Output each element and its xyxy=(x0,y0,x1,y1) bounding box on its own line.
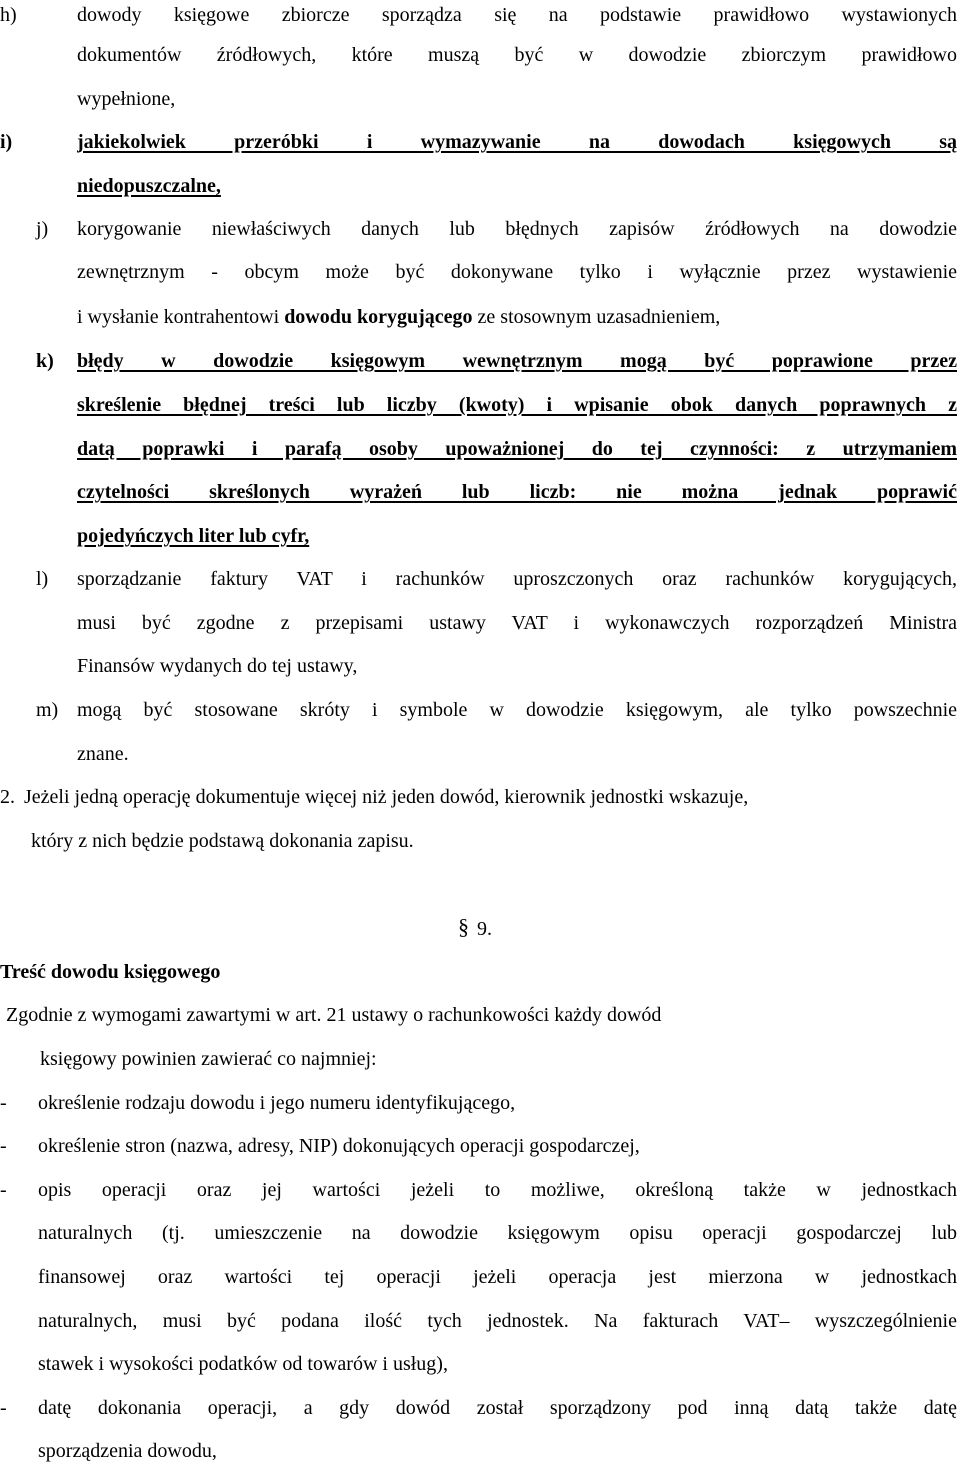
item-j-line-3-after: ze stosownym uzasadnieniem, xyxy=(477,306,721,328)
item-m-line-1: mogą być stosowane skróty i symbole w dowodzie księgowym, ale tylko powszechnie xyxy=(77,699,957,721)
bullet-4-line-1: datę dokonania operacji, a gdy dowód został sporządzony pod inną datą także datę xyxy=(38,1397,957,1419)
bullet-3-line-2: naturalnych (tj. umieszczenie na dowodzie księgowym opisu operacji gospodarczej lub xyxy=(38,1222,957,1244)
item-marker-k: k) xyxy=(36,350,54,372)
point-2-line-2: który z nich będzie podstawą dokonania zapisu. xyxy=(31,830,414,852)
section-number: 9. xyxy=(477,918,492,940)
section-intro-line-1: Zgodnie z wymogami zawartymi w art. 21 ustawy o rachunkowości każdy dowód xyxy=(6,1004,662,1026)
item-m-line-2: znane. xyxy=(77,743,129,765)
item-k-line-3: datą poprawki i parafą osoby upoważnionej do tej czynności: z utrzymaniem xyxy=(77,438,957,460)
item-h-line-1: dowody księgowe zbiorcze sporządza się na podstawie prawidłowo wystawionych xyxy=(77,4,957,26)
item-i-line-2: niedopuszczalne, xyxy=(77,175,221,197)
point-2-marker: 2. xyxy=(0,786,15,808)
bullet-2-line-1: określenie stron (nazwa, adresy, NIP) dokonujących operacji gospodarczej, xyxy=(38,1135,640,1157)
bullet-3-line-4: naturalnych, musi być podana ilość tych jednostek. Na fakturach VAT– wyszczególnienie xyxy=(38,1310,957,1332)
item-marker-h: h) xyxy=(0,4,17,26)
item-h-line-2: dokumentów źródłowych, które muszą być w dowodzie zbiorczym prawidłowo xyxy=(77,44,957,66)
bullet-3-line-3: finansowej oraz wartości tej operacji jeżeli operacja jest mierzona w jednostkach xyxy=(38,1266,957,1288)
corrective-document-term: dowodu korygującego xyxy=(284,306,473,328)
bullet-dash-2: - xyxy=(0,1135,7,1157)
item-i-line-1: jakiekolwiek przeróbki i wymazywanie na dowodach księgowych są xyxy=(77,131,957,153)
bullet-3-line-1: opis operacji oraz jej wartości jeżeli to możliwe, określoną także w jednostkach xyxy=(38,1179,957,1201)
item-l-line-2: musi być zgodne z przepisami ustawy VAT i wykonawczych rozporządzeń Ministra xyxy=(77,612,957,634)
item-marker-j: j) xyxy=(36,218,49,240)
section-heading: Treść dowodu księgowego xyxy=(0,961,221,983)
item-k-line-5: pojedyńczych liter lub cyfr, xyxy=(77,525,310,547)
item-j-line-1: korygowanie niewłaściwych danych lub błędnych zapisów źródłowych na dowodzie xyxy=(77,218,957,240)
item-j-line-3 xyxy=(77,302,957,332)
item-j-line-3-before: i wysłanie kontrahentowi xyxy=(77,306,280,328)
item-marker-l: l) xyxy=(36,568,49,590)
item-k-line-1: błędy w dowodzie księgowym wewnętrznym mogą być poprawione przez xyxy=(77,350,957,372)
item-k-line-4: czytelności skreślonych wyrażeń lub liczb: nie można jednak poprawić xyxy=(77,481,957,503)
bullet-dash-3: - xyxy=(0,1179,7,1201)
item-marker-m: m) xyxy=(36,699,59,721)
item-k-line-2: skreślenie błędnej treści lub liczby (kwoty) i wpisanie obok danych poprawnych z xyxy=(77,394,957,416)
item-l-line-1: sporządzanie faktury VAT i rachunków uproszczonych oraz rachunków korygujących, xyxy=(77,568,957,590)
bullet-dash-1: - xyxy=(0,1092,7,1114)
bullet-4-line-2: sporządzenia dowodu, xyxy=(38,1440,217,1462)
bullet-dash-4: - xyxy=(0,1397,7,1419)
point-2-line-1: Jeżeli jedną operację dokumentuje więcej niż jeden dowód, kierownik jednostki wskazuje, xyxy=(24,786,749,808)
item-h-line-3: wypełnione, xyxy=(77,88,176,110)
bullet-3-line-5: stawek i wysokości podatków od towarów i usług), xyxy=(38,1353,448,1375)
paragraph-sign: § xyxy=(458,914,469,939)
item-l-line-3: Finansów wydanych do tej ustawy, xyxy=(77,655,358,677)
bullet-1-line-1: określenie rodzaju dowodu i jego numeru identyfikującego, xyxy=(38,1092,516,1114)
item-marker-i: i) xyxy=(0,131,13,153)
item-j-line-2: zewnętrznym - obcym może być dokonywane tylko i wyłącznie przez wystawienie xyxy=(77,261,957,283)
section-intro-line-2: księgowy powinien zawierać co najmniej: xyxy=(40,1048,377,1070)
